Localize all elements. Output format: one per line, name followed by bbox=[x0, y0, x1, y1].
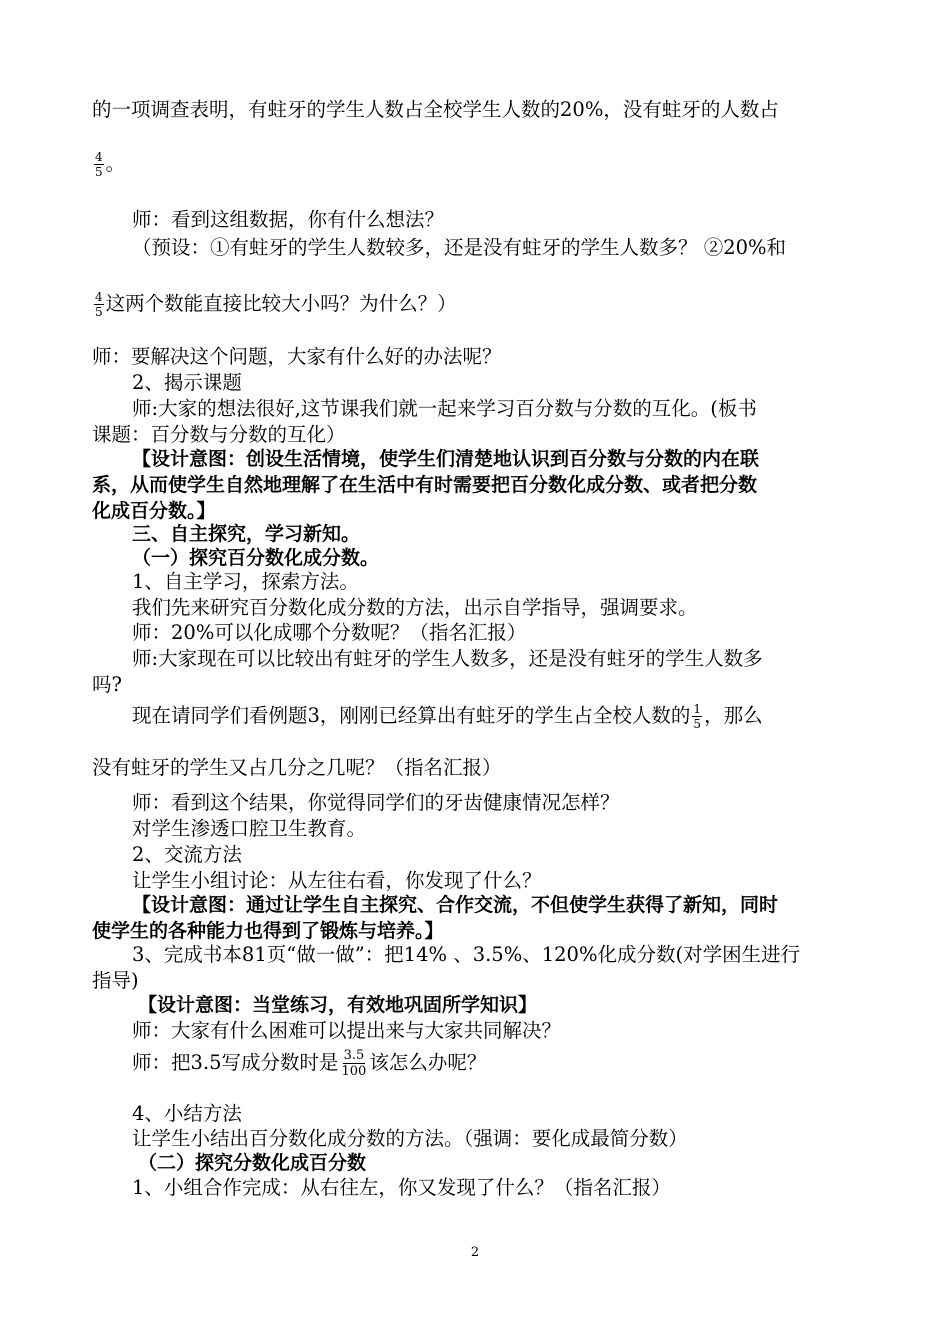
text-line: 2、揭示课题 bbox=[132, 371, 242, 394]
text-line: 4、小结方法 bbox=[132, 1102, 242, 1125]
text-line: 我们先来研究百分数化成分数的方法，出示自学指导，强调要求。 bbox=[132, 596, 698, 619]
text-line: 现在请同学们看例题3，刚刚已经算出有蛀牙的学生占全校人数的 $\frac{1}{5}$ ，那么 bbox=[132, 702, 763, 731]
text-line: 2、交流方法 bbox=[132, 843, 242, 866]
text-line: 没有蛀牙的学生又占几分之几呢？（指名汇报） bbox=[92, 756, 502, 779]
fraction: $\frac{4}{5}$ bbox=[95, 150, 103, 179]
text-line: $\frac{4}{5}$ 这两个数能直接比较大小吗？为什么？） bbox=[95, 290, 457, 319]
subsection-heading: （一）探究百分数化成分数。 bbox=[132, 547, 380, 569]
text-line: 师:大家现在可以比较出有蛀牙的学生人数多，还是没有蛀牙的学生人数多 bbox=[132, 647, 763, 670]
text-line: 师：把3.5写成分数时是 $\frac{3.5}{100}$ 该怎么办呢？ bbox=[132, 1048, 487, 1079]
text-line: 1、小组合作完成：从右往左，你又发现了什么？（指名汇报） bbox=[132, 1176, 671, 1199]
fraction: $\frac{4}{5}$ bbox=[95, 290, 103, 319]
text-line: 让学生小结出百分数化成分数的方法。（强调：要化成最简分数） bbox=[132, 1127, 688, 1150]
design-intent-note: 【设计意图：通过让学生自主探究、合作交流，不但使学生获得了新知，同时 bbox=[132, 894, 779, 916]
text-line: 师：看到这组数据，你有什么想法？ bbox=[132, 208, 445, 231]
page-number: 2 bbox=[470, 1245, 480, 1260]
design-intent-note: 化成百分数。】 bbox=[92, 500, 216, 522]
design-intent-note: 使学生的各种能力也得到了锻炼与培养。】 bbox=[92, 920, 444, 942]
text-line: 让学生小组讨论：从左往右看，你发现了什么？ bbox=[132, 869, 542, 892]
text-line: 的一项调查表明，有蛀牙的学生人数占全校学生人数的20%，没有蛀牙的人数占 bbox=[92, 98, 779, 121]
text-line: 吗? bbox=[92, 673, 122, 696]
text-line: 3、完成书本81页“做一做”：把14% 、3.5%、120%化成分数(对学困生进行 bbox=[132, 943, 801, 966]
fraction: $\frac{3.5}{100}$ bbox=[341, 1048, 367, 1079]
text-line: 1、自主学习，探索方法。 bbox=[132, 570, 359, 593]
text-line: （预设：①有蛀牙的学生人数较多，还是没有蛀牙的学生人数多？ ②20%和 bbox=[132, 236, 787, 259]
text-line: 师:大家的想法很好,这节课我们就一起来学习百分数与分数的互化。(板书 bbox=[132, 397, 757, 420]
text-line: 对学生渗透口腔卫生教育。 bbox=[132, 817, 367, 840]
subsection-heading: （二）探究分数化成百分数 bbox=[138, 1152, 367, 1174]
design-intent-note: 系，从而使学生自然地理解了在生活中有时需要把百分数化成分数、或者把分数 bbox=[92, 474, 758, 496]
text-line: 师：看到这个结果，你觉得同学们的牙齿健康情况怎样？ bbox=[132, 791, 620, 814]
design-intent-note: 【设计意图：当堂练习，有效地巩固所学知识】 bbox=[138, 994, 538, 1016]
text-line: 师：要解决这个问题，大家有什么好的办法呢？ bbox=[92, 345, 502, 368]
text-line: 指导) bbox=[92, 969, 139, 992]
text-line: 师：20%可以化成哪个分数呢？（指名汇报） bbox=[132, 621, 527, 644]
fraction: $\frac{1}{5}$ bbox=[693, 702, 702, 731]
text-line: 师：大家有什么困难可以提出来与大家共同解决？ bbox=[132, 1019, 562, 1042]
section-heading: 三、自主探究，学习新知。 bbox=[132, 523, 361, 545]
design-intent-note: 【设计意图：创设生活情境，使学生们清楚地认识到百分数与分数的内在联 bbox=[132, 448, 760, 470]
text-line: 课题：百分数与分数的互化） bbox=[92, 423, 346, 446]
text-line: $\frac{4}{5}$ 。 bbox=[95, 150, 126, 179]
